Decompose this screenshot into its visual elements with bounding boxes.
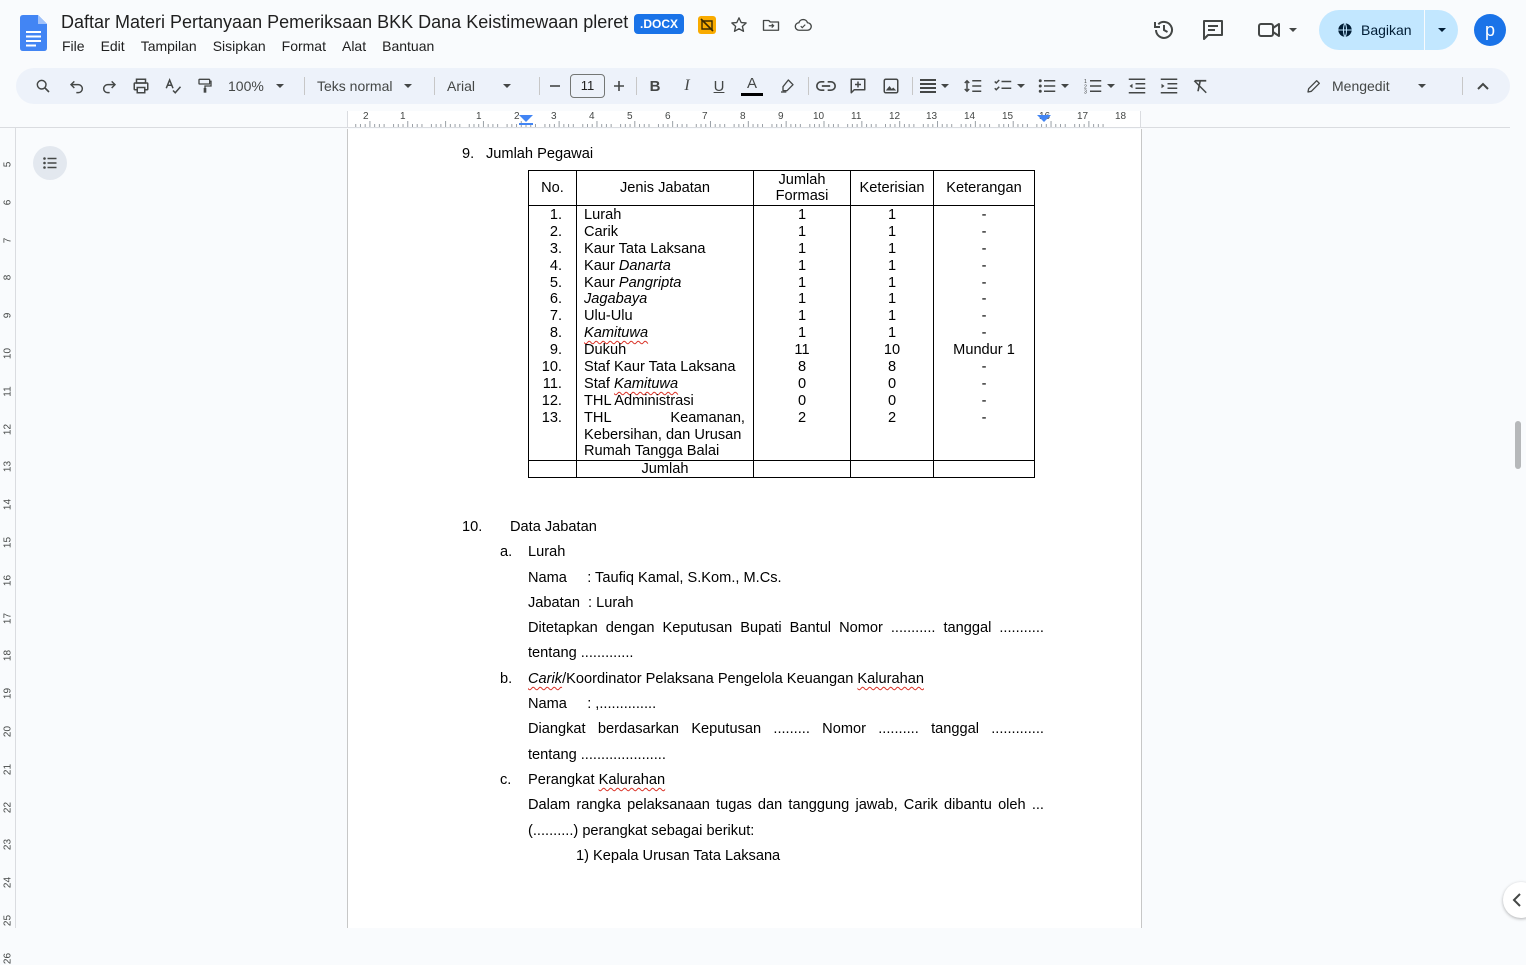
subsection-heading: Lurah [528, 544, 566, 560]
font-select[interactable] [447, 74, 525, 98]
total-keterisian-cell [851, 461, 934, 478]
ruler-number: 20 [2, 725, 14, 738]
word: ... [1031, 797, 1044, 813]
chevron-left-icon [1512, 893, 1522, 907]
share-button[interactable] [1319, 10, 1424, 50]
meet-button[interactable] [1254, 16, 1300, 44]
menu-file[interactable]: File [62, 38, 85, 54]
align-justify-icon [920, 79, 936, 93]
word: jawab, [855, 797, 898, 813]
word: Diangkat [528, 721, 586, 737]
ruler-number: 26 [2, 952, 14, 964]
table-cell: 2. [549, 223, 562, 240]
table-cell: 0 [797, 375, 807, 392]
share-dropdown[interactable] [1425, 10, 1458, 50]
chevron-down-icon [1438, 28, 1446, 32]
text-line: (..........) perangkat sebagai berikut: [528, 823, 755, 839]
underline-icon[interactable]: U [713, 77, 725, 95]
table-cell: 2 [887, 409, 897, 426]
table-cell: 1 [797, 240, 807, 257]
chevron-down-icon [503, 84, 511, 88]
word: Dalam [528, 797, 571, 813]
column-jenis-jabatan: Lurah Carik Kaur Tata Laksana Kaur Danarta Kaur Pangripta Jagabaya Ulu-Ulu Kamituwa Dukuh Staf Kaur Tata Laksana Staf Kamituwa THL Administrasi THL Keamanan, Kebersihan, dan Urusan Rumah Tangga Balai [577, 206, 754, 461]
table-row [529, 206, 1035, 461]
line-spacing-icon[interactable] [962, 74, 984, 98]
list-number: 9. [462, 146, 475, 162]
justified-line [528, 797, 1044, 813]
table-cell: - [981, 291, 987, 308]
ruler-number: 17 [2, 612, 14, 624]
table-cell: 1 [887, 240, 897, 257]
ruler-number: 6 [665, 111, 671, 122]
checklist-select[interactable] [994, 74, 1032, 98]
word: Ditetapkan [528, 620, 598, 636]
chevron-down-icon [1061, 84, 1069, 88]
ruler-number: 11 [2, 386, 14, 397]
checklist-icon [994, 78, 1012, 94]
ruler-number: 8 [740, 111, 746, 122]
toolbar-divider [808, 77, 809, 95]
ruler-number: 6 [2, 199, 14, 206]
table-cell: 1 [797, 291, 807, 308]
app-header [0, 0, 1526, 64]
word: berdasarkan [597, 721, 680, 737]
column-keterangan [934, 206, 1035, 461]
ruler-number: 16 [2, 574, 14, 586]
menu-format[interactable]: Format [281, 38, 326, 54]
word: Keputusan [691, 721, 762, 737]
ruler-number: 13 [2, 461, 14, 473]
table-cell: 1 [797, 223, 807, 240]
ruler-number: 2 [363, 111, 369, 122]
word: Carik [903, 797, 938, 813]
table-cell: 9. [549, 342, 562, 359]
svg-text:3: 3 [1084, 89, 1087, 94]
column-jumlah-formasi [754, 206, 851, 461]
table-cell: - [981, 207, 987, 223]
docx-badge[interactable]: .DOCX [634, 14, 684, 34]
table-cell: 1 [797, 325, 807, 342]
header-jumlah-formasi: Jumlah Formasi [754, 171, 851, 206]
version-history-icon[interactable] [1150, 16, 1178, 44]
share-label: Bagikan [1361, 22, 1412, 38]
right-indent-icon[interactable] [1036, 114, 1052, 126]
justified-line [528, 721, 1044, 737]
table-cell: 6. [549, 291, 562, 308]
svg-text:1: 1 [1084, 79, 1087, 85]
toolbar-divider [539, 77, 540, 95]
ruler-number: 23 [2, 839, 14, 851]
toolbar-divider [1462, 77, 1463, 95]
ruler-number: 24 [2, 877, 14, 889]
video-camera-icon [1257, 18, 1281, 42]
ruler-number: 1 [400, 111, 406, 122]
text-line: tentang ............. [528, 645, 634, 661]
toolbar-divider [304, 77, 305, 95]
total-label: Jumlah [577, 461, 754, 478]
word: ........... [999, 620, 1044, 636]
font-value: Arial [447, 78, 476, 94]
table-cell: 12. [541, 392, 562, 409]
ruler-number: 22 [2, 801, 14, 813]
chevron-down-icon [941, 84, 949, 88]
svg-text:2: 2 [1084, 84, 1087, 91]
bulleted-list-select[interactable] [1038, 74, 1076, 98]
scrollbar-thumb[interactable] [1515, 421, 1521, 469]
word: dibantu [944, 797, 992, 813]
table-cell: 1 [887, 257, 897, 274]
chevron-down-icon [276, 84, 284, 88]
numbered-list-icon [1084, 78, 1102, 94]
total-formasi-cell [754, 461, 851, 478]
ruler-number: 15 [1002, 111, 1014, 122]
ruler-number: 19 [2, 688, 14, 700]
word: tugas [716, 797, 752, 813]
ruler-number: 9 [2, 312, 14, 319]
list-letter: b. [500, 671, 513, 687]
ruler-number: 11 [851, 111, 862, 122]
document-outline-button[interactable] [33, 146, 67, 180]
table-cell: 5. [549, 274, 562, 291]
menu-insert[interactable]: Sisipkan [212, 38, 266, 54]
total-keterangan-cell [934, 461, 1035, 478]
chevron-down-icon [1017, 84, 1025, 88]
table-cell: 0 [797, 392, 807, 409]
account-avatar[interactable]: p [1474, 14, 1506, 46]
nama-line: Nama : Taufiq Kamal, S.Kom., M.Cs. [528, 570, 782, 586]
toolbar-divider [434, 77, 435, 95]
document-title[interactable]: Daftar Materi Pertanyaan Pemeriksaan BKK Dana Keistimewaan pleret [61, 12, 629, 32]
table-cell: 11 [794, 342, 810, 359]
menu-view[interactable]: Tampilan [140, 38, 197, 54]
header-keterangan: Keterangan [934, 171, 1035, 206]
text-line: tentang ..................... [528, 747, 666, 763]
table-cell: 2 [797, 409, 807, 426]
zoom-select[interactable] [228, 74, 292, 98]
docs-logo-icon[interactable] [20, 15, 47, 51]
table-cell: 1 [887, 207, 897, 223]
highlight-color-icon[interactable] [776, 74, 798, 98]
ruler-number: 9 [778, 111, 784, 122]
ruler-number: 3 [551, 111, 557, 122]
table-cell: - [981, 274, 987, 291]
ruler-number: 10 [813, 111, 825, 122]
hide-menus-icon[interactable] [1472, 74, 1494, 98]
word: Bupati [740, 620, 782, 636]
word: Keputusan [662, 620, 733, 636]
word: tanggal [943, 620, 992, 636]
ruler-number: 10 [2, 347, 14, 360]
table-cell: 1 [797, 308, 807, 325]
table-cell: 13. [541, 409, 562, 426]
table-cell: 3. [549, 240, 562, 257]
table-cell: 7. [549, 308, 562, 325]
table-cell: 8. [549, 325, 562, 342]
toolbar-divider [636, 77, 637, 95]
ruler-number: 7 [2, 237, 14, 243]
total-no-cell [529, 461, 577, 478]
word: Nomor [822, 721, 866, 737]
ruler-number: 18 [1115, 111, 1127, 122]
insert-link-icon[interactable] [814, 74, 838, 98]
menu-tools[interactable]: Alat [341, 38, 367, 54]
list-number: 10. [462, 519, 483, 535]
word: ............. [991, 721, 1044, 737]
spellcheck-icon[interactable] [162, 74, 184, 98]
star-icon[interactable] [728, 14, 750, 36]
first-line-indent-icon[interactable] [518, 114, 534, 126]
table-cell: 1 [887, 274, 897, 291]
italic-icon[interactable]: I [684, 77, 690, 94]
ruler-number: 5 [2, 161, 14, 168]
ruler-number: 25 [2, 914, 14, 927]
table-cell: - [981, 409, 987, 426]
ruler-number: 17 [1077, 111, 1089, 122]
word: pelaksanaan [627, 797, 710, 813]
chevron-down-icon [1107, 84, 1115, 88]
clear-formatting-icon[interactable] [1190, 74, 1212, 98]
toolbar-divider [912, 77, 913, 95]
section-heading: Data Jabatan [510, 519, 597, 535]
outline-list-icon [43, 157, 57, 169]
employee-table[interactable] [528, 170, 1035, 478]
word: .......... [878, 721, 919, 737]
table-cell: 1 [887, 291, 897, 308]
table-cell: 0 [887, 375, 897, 392]
table-cell: 4. [549, 257, 562, 274]
zoom-value: 100% [228, 78, 264, 94]
undo-icon[interactable] [66, 74, 88, 98]
paint-format-icon[interactable] [194, 74, 216, 98]
offline-unavailable-icon[interactable] [696, 14, 718, 36]
table-cell: - [981, 359, 987, 376]
bold-icon[interactable]: B [649, 77, 661, 95]
print-icon[interactable] [130, 74, 152, 98]
table-cell: 1. [549, 207, 562, 223]
numbered-list-select[interactable] [1084, 74, 1122, 98]
ruler-number: 21 [2, 763, 14, 775]
chevron-down-icon [404, 84, 412, 88]
table-cell: 1 [887, 308, 897, 325]
move-folder-icon[interactable] [760, 14, 782, 36]
word: rangka [576, 797, 621, 813]
table-cell: - [981, 308, 987, 325]
subsection-heading: Carik/Koordinator Pelaksana Pengelola Keuangan Kalurahan [528, 671, 924, 687]
header-keterisian: Keterisian [851, 171, 934, 206]
increase-indent-icon[interactable] [1158, 74, 1180, 98]
paragraph-style-select[interactable] [317, 74, 421, 98]
editing-mode-value: Mengedit [1332, 78, 1390, 94]
pencil-icon [1306, 78, 1322, 94]
table-cell: 1 [797, 207, 807, 223]
menu-help[interactable]: Bantuan [382, 38, 435, 54]
word: ........... [890, 620, 936, 636]
menu-edit[interactable]: Edit [100, 38, 125, 54]
table-total-row [529, 461, 1035, 478]
justified-line [528, 620, 1044, 636]
ruler-number: 8 [2, 275, 14, 281]
section-heading: Jumlah Pegawai [486, 146, 594, 162]
ruler-number: 4 [589, 111, 595, 122]
ruler-number: 5 [627, 111, 633, 122]
editing-mode-select[interactable] [1306, 74, 1446, 98]
globe-icon [1337, 22, 1353, 38]
list-letter: a. [500, 544, 513, 560]
insert-image-icon[interactable] [880, 74, 902, 98]
table-header-row [529, 171, 1035, 206]
ruler-number: 1 [476, 111, 482, 122]
text-color-icon[interactable]: A [740, 74, 764, 98]
table-cell: 8 [887, 359, 897, 376]
bulleted-list-icon [1038, 78, 1056, 94]
paragraph-style-value: Teks normal [317, 78, 393, 94]
header-no: No. [529, 171, 577, 206]
cloud-saved-icon[interactable] [792, 14, 814, 36]
table-cell: 1 [797, 274, 807, 291]
table-cell: 1 [797, 257, 807, 274]
ruler-number: 12 [2, 423, 14, 435]
word: Bantul [789, 620, 832, 636]
ruler-number: 15 [2, 536, 14, 549]
table-cell: 1 [887, 223, 897, 240]
table-cell: 11. [542, 375, 562, 392]
word: oleh [998, 797, 1026, 813]
jabatan-line: Jabatan : Lurah [528, 595, 634, 611]
search-menus-icon[interactable] [32, 74, 54, 98]
align-select[interactable] [920, 74, 952, 98]
table-cell: 1 [887, 325, 897, 342]
numbered-sub-item: 1) Kepala Urusan Tata Laksana [576, 848, 781, 864]
decrease-font-size-icon[interactable] [547, 74, 563, 98]
column-keterisian [851, 206, 934, 461]
toolbar [16, 68, 1510, 104]
comments-icon[interactable] [1199, 16, 1227, 44]
decrease-indent-icon[interactable] [1126, 74, 1148, 98]
table-cell: - [981, 223, 987, 240]
vertical-scrollbar[interactable] [1510, 129, 1526, 928]
table-cell: - [981, 240, 987, 257]
font-size-input[interactable]: 11 [570, 74, 605, 98]
table-cell: - [981, 392, 987, 409]
table-cell: 10 [883, 342, 901, 359]
menu-bar [62, 38, 450, 54]
ruler-number: 12 [889, 111, 901, 122]
table-cell: - [981, 257, 987, 274]
word: tanggung [788, 797, 850, 813]
table-cell: - [981, 325, 987, 342]
list-letter: c. [500, 772, 512, 788]
table-cell: 10. [541, 359, 562, 376]
word: Nomor [839, 620, 883, 636]
ruler-number: 18 [2, 650, 14, 662]
redo-icon[interactable] [98, 74, 120, 98]
ruler-number: 14 [964, 111, 976, 122]
word: ......... [773, 721, 810, 737]
word: tanggal [931, 721, 979, 737]
increase-font-size-icon[interactable] [611, 74, 627, 98]
table-cell: 8 [797, 359, 807, 376]
chevron-down-icon [1418, 84, 1426, 88]
table-cell: - [981, 375, 987, 392]
word: dan [757, 797, 783, 813]
nama-line: Nama : ,.............. [528, 696, 657, 712]
ruler-number: 7 [702, 111, 708, 122]
chevron-down-icon [1289, 28, 1297, 32]
column-no [529, 206, 577, 461]
ruler-number: 14 [2, 499, 14, 511]
table-cell: Mundur 1 [953, 342, 1015, 359]
word: dengan [605, 620, 655, 636]
ruler-number: 13 [926, 111, 938, 122]
insert-comment-icon[interactable] [846, 74, 870, 98]
ruler-number: 2 [514, 111, 520, 122]
header-jenis-jabatan: Jenis Jabatan [577, 171, 754, 206]
subsection-heading: Perangkat Kalurahan [528, 772, 666, 788]
table-cell: 0 [887, 392, 897, 409]
share-button-group [1319, 10, 1458, 50]
